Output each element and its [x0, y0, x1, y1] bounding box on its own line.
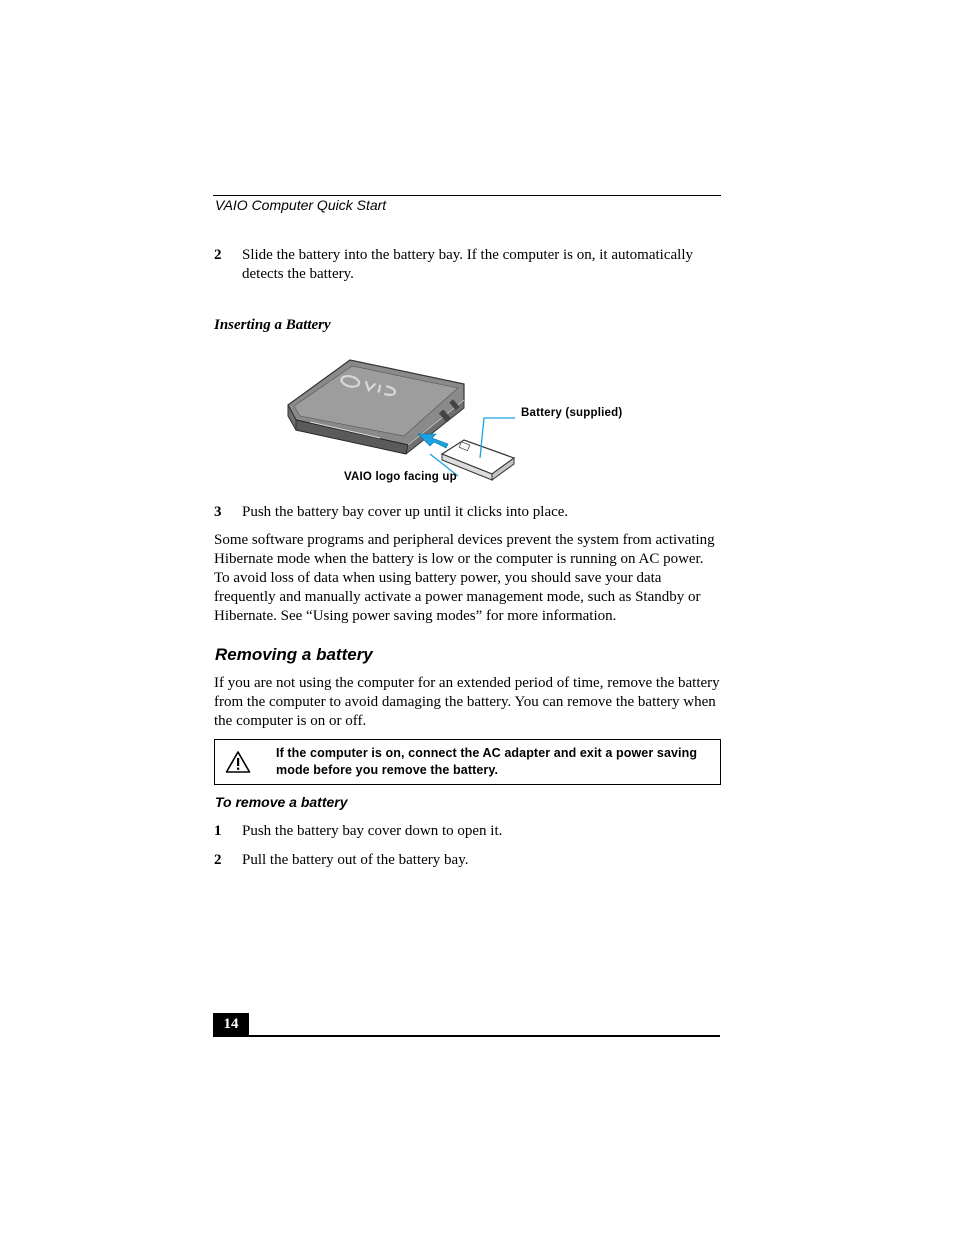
caution-box [214, 739, 721, 785]
running-header: VAIO Computer Quick Start [215, 197, 387, 213]
hibernate-note-paragraph: Some software programs and peripheral devices prevent the system from activating Hibernate mode when the battery is low or the computer is running on AC power. To avoid loss of data when using battery power, you should save your data frequently and manually activate a power management mode, such as Standby or Hibernate. See “Using power saving modes” for more information. [214, 532, 715, 624]
remove-step-1 [214, 822, 720, 842]
step-text: Slide the battery into the battery bay. If the computer is on, it automatically detects the battery. [242, 247, 693, 282]
figure-caption: Inserting a Battery [214, 317, 331, 333]
step-text: Push the battery bay cover up until it clicks into place. [242, 504, 569, 520]
step-2-slide-battery [214, 246, 720, 286]
step-number: 1 [214, 823, 222, 839]
battery-label: Battery (supplied) [521, 407, 623, 419]
step-text: Pull the battery out of the battery bay. [242, 852, 469, 868]
caution-text: If the computer is on, connect the AC adapter and exit a power saving mode before you remove the battery. [276, 746, 698, 777]
step-number: 3 [214, 504, 222, 520]
procedure-heading: To remove a battery [215, 794, 348, 810]
removing-battery-paragraph: If you are not using the computer for an extended period of time, remove the battery from the computer to avoid damaging the battery. You can remove the battery when the computer is on or off. [214, 675, 720, 729]
battery-insertion-figure [280, 350, 660, 492]
step-text: Push the battery bay cover down to open it. [242, 823, 503, 839]
laptop-illustration [280, 350, 660, 492]
step-number: 2 [214, 852, 222, 868]
footer-rule [213, 1035, 720, 1037]
logo-facing-up-label: VAIO logo facing up [344, 471, 457, 483]
warning-triangle-icon [225, 750, 251, 774]
page-number: 14 [213, 1013, 249, 1036]
step-number: 2 [214, 247, 222, 263]
remove-step-2 [214, 851, 720, 871]
section-heading: Removing a battery [215, 645, 373, 664]
header-rule [213, 195, 721, 196]
step-3-push-cover [214, 503, 720, 523]
